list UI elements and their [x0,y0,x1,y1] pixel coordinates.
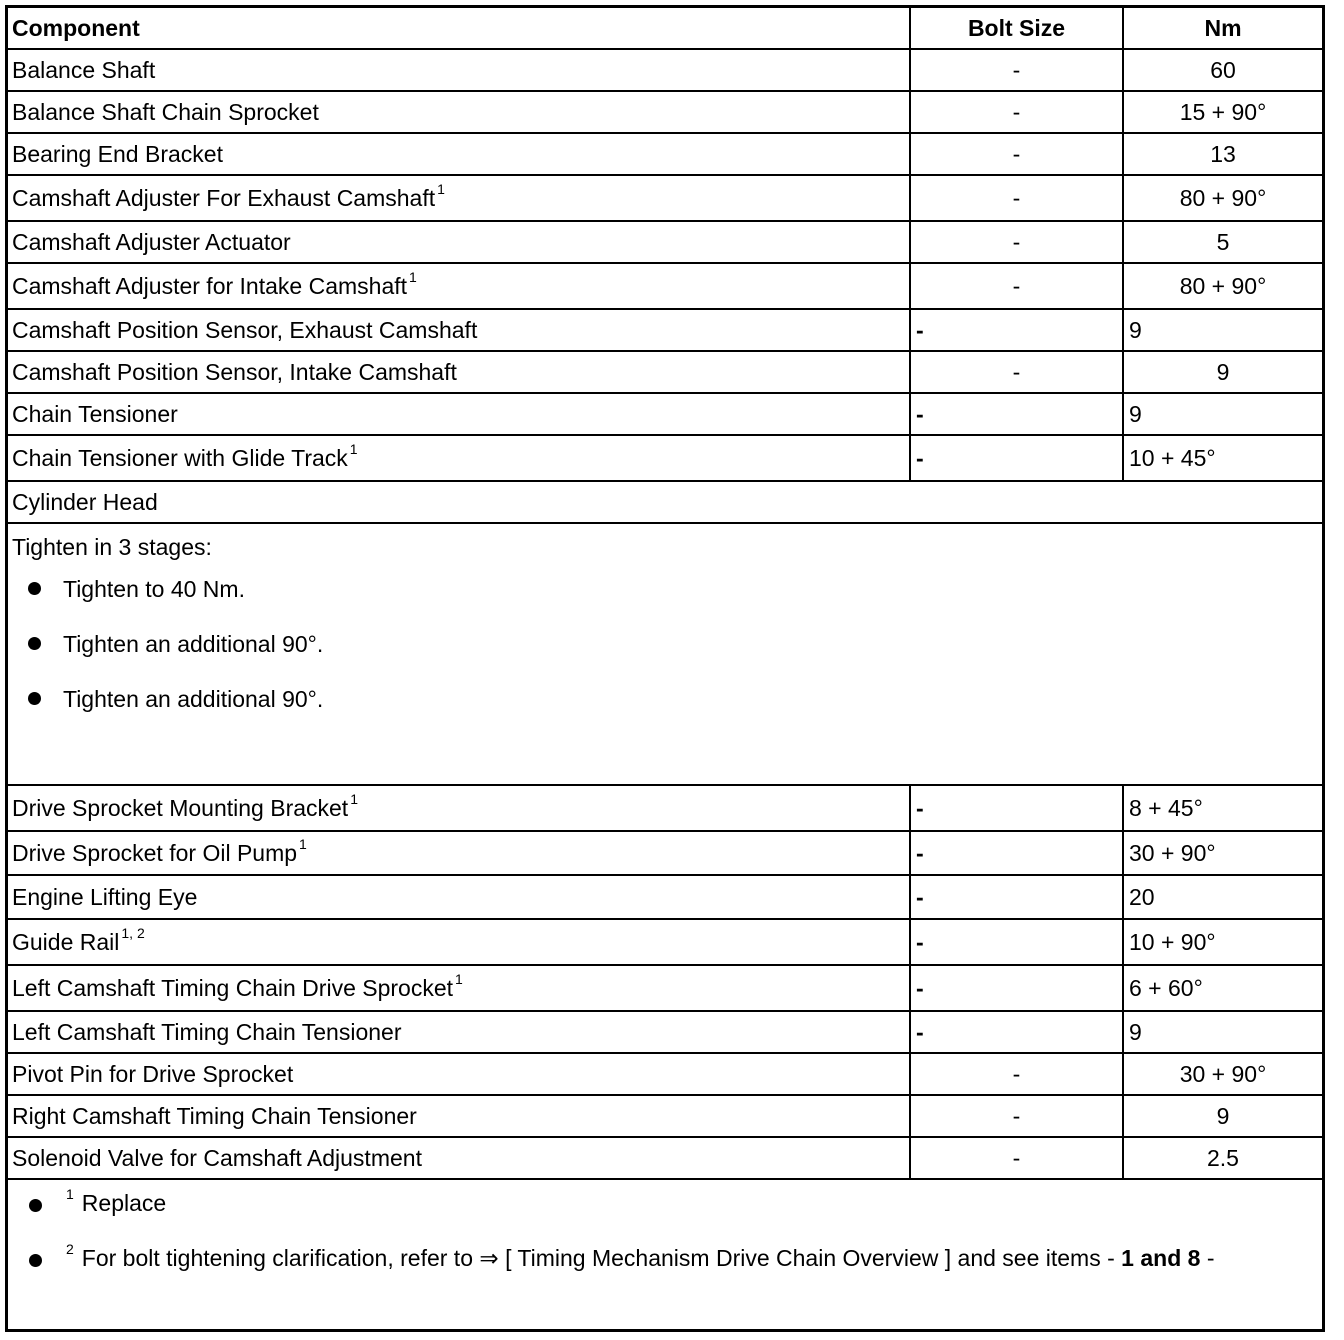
list-item [8,686,1322,741]
component-name: Bearing End Bracket [12,140,223,167]
stage-text: Tighten an additional 90°. [63,686,324,712]
table-row [8,49,1322,91]
cylinder-head-stages [8,523,1322,785]
bolt-size-cell: - [910,175,1123,221]
footnote-list [8,1186,1322,1300]
nm-cell: 9 [1123,1011,1322,1053]
component-name: Left Camshaft Timing Chain Tensioner [12,1018,402,1045]
bolt-size-cell: - [910,1137,1123,1179]
bolt-size-cell: - [910,1053,1123,1095]
bolt-size-cell: - [910,1095,1123,1137]
component-cell [8,393,910,435]
nm-cell: 20 [1123,875,1322,919]
bullet-icon [29,1254,42,1267]
table-row [8,785,1322,831]
table-row [8,175,1322,221]
bolt-size-cell: - [910,435,1123,481]
footnote-ref: 1 [455,970,463,987]
component-name: Balance Shaft Chain Sprocket [12,98,319,125]
table-row [8,1137,1322,1179]
table-row [8,351,1322,393]
table-row [8,393,1322,435]
nm-cell: 13 [1123,133,1322,175]
reference-link[interactable]: [ Timing Mechanism Drive Chain Overview ] [505,1245,952,1271]
table-row [8,263,1322,309]
nm-cell: 5 [1123,221,1322,263]
component-cell [8,831,910,875]
nm-cell: 9 [1123,351,1322,393]
stages-intro: Tighten in 3 stages: [12,534,212,560]
table-row [8,309,1322,351]
bolt-size-cell: - [910,919,1123,965]
table-body-lower [8,785,1322,1179]
component-name: Left Camshaft Timing Chain Drive Sprocket [12,974,454,1001]
table-row [8,133,1322,175]
component-cell [8,965,910,1011]
bolt-size-cell: - [910,309,1123,351]
component-cell [8,49,910,91]
torque-table [8,8,1322,1180]
nm-cell: 2.5 [1123,1137,1322,1179]
bolt-size-cell: - [910,91,1123,133]
table-row [8,919,1322,965]
header-component: Component [8,8,910,49]
component-cell [8,1095,910,1137]
footnote-ref: 1 [299,835,307,852]
nm-cell: 15 + 90° [1123,91,1322,133]
component-name: Pivot Pin for Drive Sprocket [12,1060,294,1087]
footnote-end: - [1206,1245,1215,1271]
header-nm: Nm [1123,8,1322,49]
bullet-icon [28,582,41,595]
component-name: Right Camshaft Timing Chain Tensioner [12,1102,417,1129]
component-name: Solenoid Valve for Camshaft Adjustment [12,1144,422,1171]
component-name: Balance Shaft [12,56,156,83]
nm-cell: 8 + 45° [1123,785,1322,831]
item-numbers: 1 and 8 [1121,1245,1201,1271]
component-cell [8,785,910,831]
nm-cell: 30 + 90° [1123,831,1322,875]
footnote-2 [8,1241,1322,1300]
component-cell [8,91,910,133]
component-cell [8,1053,910,1095]
table-row [8,831,1322,875]
component-cell [8,435,910,481]
nm-cell: 10 + 90° [1123,919,1322,965]
nm-cell: 9 [1123,309,1322,351]
bolt-size-cell: - [910,393,1123,435]
header-bolt-size: Bolt Size [910,8,1123,49]
table-row [8,1095,1322,1137]
footnote-ref: 1 [349,440,358,457]
table-row [8,481,1322,523]
bolt-size-cell: - [910,1011,1123,1053]
footnote-marker: 2 [66,1241,74,1257]
bolt-size-cell: - [910,875,1123,919]
component-name: Chain Tensioner with Glide Track [12,444,348,471]
bolt-size-cell: - [910,221,1123,263]
cylinder-head-section [8,481,1322,785]
component-cell [8,133,910,175]
bolt-size-cell: - [910,49,1123,91]
nm-cell: 80 + 90° [1123,263,1322,309]
table-row [8,1053,1322,1095]
nm-cell: 9 [1123,1095,1322,1137]
nm-cell: 9 [1123,393,1322,435]
component-cell [8,875,910,919]
list-item [8,631,1322,686]
component-cell [8,175,910,221]
nm-cell: 30 + 90° [1123,1053,1322,1095]
table-row [8,965,1322,1011]
footnote-marker: 1 [66,1186,74,1202]
component-cell [8,263,910,309]
bullet-icon [29,1199,42,1212]
table-row [8,91,1322,133]
bolt-size-cell: - [910,263,1123,309]
bolt-size-cell: - [910,965,1123,1011]
footnote-ref: 1 [437,180,445,197]
component-name: Drive Sprocket Mounting Bracket [12,794,349,821]
component-name: Camshaft Adjuster For Exhaust Camshaft [12,184,436,211]
arrow-icon: ⇒ [479,1245,499,1271]
bolt-size-cell: - [910,133,1123,175]
component-name: Camshaft Adjuster Actuator [12,228,291,255]
bullet-icon [28,637,41,650]
component-name: Camshaft Position Sensor, Exhaust Camshaft [12,316,478,343]
nm-cell: 60 [1123,49,1322,91]
component-cell [8,309,910,351]
footnote-1 [8,1186,1322,1245]
stage-text: Tighten to 40 Nm. [63,576,245,602]
component-name: Drive Sprocket for Oil Pump [12,839,298,866]
footnote-ref: 1, 2 [121,924,145,941]
footnote-text: Replace [81,1190,167,1216]
nm-cell: 80 + 90° [1123,175,1322,221]
cylinder-head-title: Cylinder Head [8,481,1322,523]
bolt-size-cell: - [910,785,1123,831]
footnote-tail: and see items - [957,1245,1115,1271]
component-name: Camshaft Position Sensor, Intake Camshaft [12,358,457,385]
torque-specification-sheet [5,5,1325,1332]
footnote-ref: 1 [409,268,417,285]
stage-text: Tighten an additional 90°. [63,631,324,657]
footnote-ref: 1 [350,790,358,807]
table-body-upper [8,49,1322,481]
table-row [8,523,1322,785]
component-name: Guide Rail [12,928,120,955]
nm-cell: 10 + 45° [1123,435,1322,481]
component-name: Camshaft Adjuster for Intake Camshaft [12,272,408,299]
table-row [8,875,1322,919]
component-cell [8,1011,910,1053]
footnotes [8,1178,1322,1300]
table-header-row [8,8,1322,49]
table-row [8,435,1322,481]
nm-cell: 6 + 60° [1123,965,1322,1011]
table-row [8,221,1322,263]
component-cell [8,919,910,965]
bullet-icon [28,692,41,705]
component-name: Engine Lifting Eye [12,883,198,910]
bolt-size-cell: - [910,831,1123,875]
stage-list [8,576,1322,741]
component-cell [8,351,910,393]
component-cell [8,221,910,263]
component-cell [8,1137,910,1179]
footnote-text: For bolt tightening clarification, refer to [81,1245,473,1271]
bolt-size-cell: - [910,351,1123,393]
list-item [8,576,1322,631]
table-row [8,1011,1322,1053]
component-name: Chain Tensioner [12,400,178,427]
